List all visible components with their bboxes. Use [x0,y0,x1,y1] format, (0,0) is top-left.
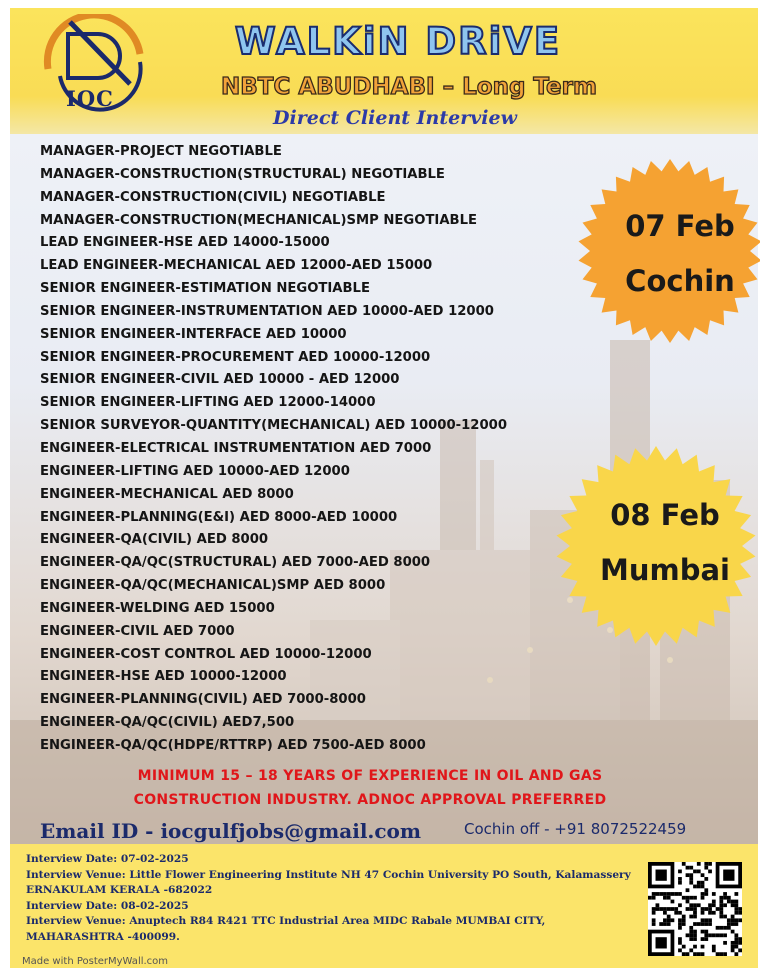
job-item: ENGINEER-WELDING AED 15000 [40,600,275,616]
job-item: SENIOR ENGINEER-LIFTING AED 12000-14000 [40,395,376,411]
experience-requirement [60,764,680,812]
cochin-phone[interactable]: Cochin off - +91 8072522459 [464,820,687,838]
qr-code-icon[interactable] [648,862,742,956]
page-subtitle: NBTC ABUDHABI – Long Term [221,74,597,100]
requirement-line-1: MINIMUM 15 – 18 YEARS OF EXPERIENCE IN OIL AND GAS [137,768,603,784]
job-item: SENIOR SURVEYOR-QUANTITY(MECHANICAL) AED 10000-12000 [40,418,508,434]
job-item: ENGINEER-HSE AED 10000-12000 [40,669,287,685]
job-item: MANAGER-PROJECT NEGOTIABLE [40,144,282,159]
job-item: ENGINEER-QA/QC(MECHANICAL)SMP AED 8000 [40,578,386,594]
job-item: ENGINEER-ELECTRICAL INSTRUMENTATION AED 7000 [40,440,432,456]
interview-date-2: Interview Date: 08-02-2025 [26,899,189,912]
job-item: ENGINEER-LIFTING AED 10000-AED 12000 [40,463,350,479]
job-item: MANAGER-CONSTRUCTION(STRUCTURAL) NEGOTIABLE [40,166,445,182]
job-item: MANAGER-CONSTRUCTION(CIVIL) NEGOTIABLE [40,189,386,205]
job-item: ENGINEER-QA/QC(STRUCTURAL) AED 7000-AED 8000 [40,555,431,571]
mumbai-city: Mumbai [600,553,730,587]
interview-venue-2: Interview Venue: Anuptech R84 R421 TTC Industrial Area MIDC Rabale MUMBAI CITY, MAHARASHTRA -400099. [26,915,546,943]
job-item: SENIOR ENGINEER-INSTRUMENTATION AED 10000-AED 12000 [40,303,494,319]
job-item: MANAGER-CONSTRUCTION(MECHANICAL)SMP NEGOTIABLE [40,212,478,228]
job-item: ENGINEER-CIVIL AED 7000 [40,623,235,639]
job-item: SENIOR ENGINEER-PROCUREMENT AED 10000-12000 [40,349,431,365]
logo-text: IOC [66,86,114,111]
job-item: SENIOR ENGINEER-ESTIMATION NEGOTIABLE [40,281,370,297]
job-item: ENGINEER-MECHANICAL AED 8000 [40,486,294,502]
mumbai-badge-text [570,488,760,598]
mumbai-date: 08 Feb [610,498,720,532]
interview-date-1: Interview Date: 07-02-2025 [26,853,189,865]
job-list [40,142,507,759]
interview-details [26,852,646,945]
job-item: ENGINEER-PLANNING(E&I) AED 8000-AED 10000 [40,509,398,525]
cochin-badge-text [590,199,768,309]
cochin-city: Cochin [625,264,735,298]
job-item: SENIOR ENGINEER-CIVIL AED 10000 - AED 12000 [40,372,400,388]
tagline: Direct Client Interview [273,107,517,129]
interview-venue-1: Interview Venue: Little Flower Engineering Institute NH 47 Cochin University PO South, Kalamassery ERNAKULAM KERALA -682022 [26,868,631,896]
job-item: ENGINEER-QA(CIVIL) AED 8000 [40,532,269,548]
footer-credit: Made with PosterMyWall.com [22,956,169,967]
cochin-date: 07 Feb [625,209,735,243]
job-item: LEAD ENGINEER-MECHANICAL AED 12000-AED 15000 [40,258,433,274]
job-item: ENGINEER-QA/QC(CIVIL) AED7,500 [40,715,295,731]
job-item: ENGINEER-COST CONTROL AED 10000-12000 [40,646,372,662]
page-title: WALKiN DRiVE [234,20,562,63]
job-item: LEAD ENGINEER-HSE AED 14000-15000 [40,235,330,251]
job-item: ENGINEER-PLANNING(CIVIL) AED 7000-8000 [40,692,366,708]
job-item: ENGINEER-QA/QC(HDPE/RTTRP) AED 7500-AED 8000 [40,737,426,753]
requirement-line-2: CONSTRUCTION INDUSTRY. ADNOC APPROVAL PREFERRED [133,792,607,808]
job-item: SENIOR ENGINEER-INTERFACE AED 10000 [40,326,347,342]
email-contact[interactable]: Email ID - iocgulfjobs@gmail.com [40,819,422,843]
